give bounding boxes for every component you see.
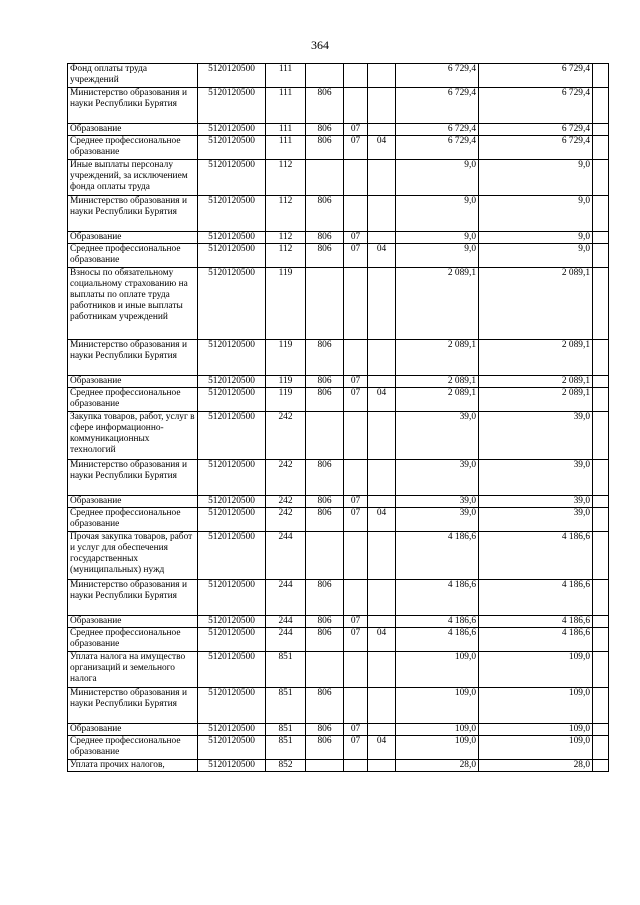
cell-name: Прочая закупка товаров, работ и услуг для обеспечения государственных (муниципальных) нужд (68, 532, 198, 580)
cell-sum2: 109,0 (479, 652, 593, 688)
cell-csr: 5120120500 (198, 496, 266, 508)
cell-sum2: 4 186,6 (479, 580, 593, 616)
cell-pr (368, 88, 396, 124)
table-row (68, 628, 609, 652)
cell-vr: 244 (266, 532, 306, 580)
table-row (68, 652, 609, 688)
cell-csr: 5120120500 (198, 628, 266, 652)
cell-csr: 5120120500 (198, 124, 266, 136)
cell-sum2: 109,0 (479, 724, 593, 736)
cell-name: Министерство образования и науки Республики Бурятия (68, 88, 198, 124)
table-row (68, 724, 609, 736)
cell-sum1: 2 089,1 (396, 376, 479, 388)
cell-grbs (306, 412, 344, 460)
cell-sum1: 4 186,6 (396, 580, 479, 616)
cell-sum1: 39,0 (396, 508, 479, 532)
cell-rz: 07 (344, 628, 368, 652)
cell-empty (593, 616, 609, 628)
cell-empty (593, 580, 609, 616)
cell-csr: 5120120500 (198, 688, 266, 724)
table-row (68, 508, 609, 532)
cell-pr (368, 532, 396, 580)
cell-sum1: 9,0 (396, 232, 479, 244)
cell-sum2: 2 089,1 (479, 340, 593, 376)
cell-sum2: 6 729,4 (479, 88, 593, 124)
table-row (68, 616, 609, 628)
cell-name: Образование (68, 724, 198, 736)
cell-pr: 04 (368, 508, 396, 532)
cell-sum1: 28,0 (396, 760, 479, 772)
cell-rz (344, 412, 368, 460)
cell-vr: 112 (266, 232, 306, 244)
cell-grbs: 806 (306, 340, 344, 376)
cell-csr: 5120120500 (198, 340, 266, 376)
cell-empty (593, 736, 609, 760)
table-row (68, 160, 609, 196)
cell-csr: 5120120500 (198, 376, 266, 388)
cell-sum2: 2 089,1 (479, 268, 593, 340)
cell-grbs: 806 (306, 244, 344, 268)
cell-vr: 244 (266, 616, 306, 628)
table-row (68, 376, 609, 388)
cell-vr: 119 (266, 268, 306, 340)
cell-grbs: 806 (306, 688, 344, 724)
table-row (68, 736, 609, 760)
cell-name: Образование (68, 124, 198, 136)
cell-pr (368, 652, 396, 688)
cell-rz (344, 688, 368, 724)
cell-sum1: 109,0 (396, 736, 479, 760)
cell-csr: 5120120500 (198, 196, 266, 232)
cell-name: Иные выплаты персоналу учреждений, за исключением фонда оплаты труда (68, 160, 198, 196)
cell-empty (593, 340, 609, 376)
cell-rz (344, 268, 368, 340)
cell-sum2: 4 186,6 (479, 532, 593, 580)
cell-sum1: 9,0 (396, 160, 479, 196)
cell-csr: 5120120500 (198, 268, 266, 340)
table-row (68, 232, 609, 244)
cell-sum1: 9,0 (396, 244, 479, 268)
cell-name: Министерство образования и науки Республики Бурятия (68, 688, 198, 724)
cell-vr: 852 (266, 760, 306, 772)
cell-grbs: 806 (306, 232, 344, 244)
cell-empty (593, 688, 609, 724)
cell-vr: 242 (266, 508, 306, 532)
cell-pr (368, 580, 396, 616)
cell-rz (344, 196, 368, 232)
cell-sum1: 109,0 (396, 652, 479, 688)
table-row (68, 88, 609, 124)
cell-rz (344, 460, 368, 496)
cell-pr (368, 160, 396, 196)
cell-pr (368, 232, 396, 244)
cell-csr: 5120120500 (198, 616, 266, 628)
cell-name: Закупка товаров, работ, услуг в сфере информационно-коммуникационных технологий (68, 412, 198, 460)
cell-grbs (306, 160, 344, 196)
cell-sum1: 4 186,6 (396, 628, 479, 652)
cell-vr: 119 (266, 376, 306, 388)
cell-vr: 111 (266, 124, 306, 136)
cell-name: Среднее профессиональное образование (68, 508, 198, 532)
table-row (68, 268, 609, 340)
cell-sum2: 28,0 (479, 760, 593, 772)
cell-name: Образование (68, 232, 198, 244)
cell-sum1: 2 089,1 (396, 388, 479, 412)
cell-empty (593, 628, 609, 652)
cell-grbs (306, 268, 344, 340)
cell-csr: 5120120500 (198, 88, 266, 124)
table-row (68, 124, 609, 136)
cell-grbs: 806 (306, 196, 344, 232)
cell-sum1: 39,0 (396, 412, 479, 460)
cell-vr: 111 (266, 88, 306, 124)
cell-sum2: 6 729,4 (479, 64, 593, 88)
table-row (68, 340, 609, 376)
cell-name: Уплата прочих налогов, (68, 760, 198, 772)
cell-csr: 5120120500 (198, 760, 266, 772)
cell-pr (368, 196, 396, 232)
cell-csr: 5120120500 (198, 460, 266, 496)
cell-vr: 242 (266, 460, 306, 496)
table-row (68, 688, 609, 724)
cell-rz (344, 64, 368, 88)
table-row (68, 412, 609, 460)
cell-rz (344, 580, 368, 616)
cell-rz: 07 (344, 736, 368, 760)
cell-csr: 5120120500 (198, 244, 266, 268)
cell-vr: 112 (266, 244, 306, 268)
cell-csr: 5120120500 (198, 160, 266, 196)
cell-sum2: 9,0 (479, 196, 593, 232)
cell-grbs: 806 (306, 508, 344, 532)
cell-pr: 04 (368, 628, 396, 652)
cell-csr: 5120120500 (198, 652, 266, 688)
cell-vr: 111 (266, 136, 306, 160)
cell-csr: 5120120500 (198, 232, 266, 244)
cell-empty (593, 508, 609, 532)
cell-rz: 07 (344, 508, 368, 532)
table-row (68, 496, 609, 508)
cell-name: Министерство образования и науки Республики Бурятия (68, 340, 198, 376)
cell-grbs: 806 (306, 88, 344, 124)
cell-empty (593, 412, 609, 460)
budget-table (67, 63, 609, 772)
cell-vr: 119 (266, 340, 306, 376)
cell-rz: 07 (344, 124, 368, 136)
cell-name: Образование (68, 616, 198, 628)
cell-sum2: 9,0 (479, 160, 593, 196)
cell-pr (368, 460, 396, 496)
cell-sum1: 9,0 (396, 196, 479, 232)
cell-rz: 07 (344, 616, 368, 628)
cell-vr: 244 (266, 628, 306, 652)
cell-sum1: 2 089,1 (396, 268, 479, 340)
cell-rz (344, 652, 368, 688)
cell-vr: 851 (266, 688, 306, 724)
cell-sum1: 39,0 (396, 496, 479, 508)
cell-name: Министерство образования и науки Республики Бурятия (68, 460, 198, 496)
cell-sum2: 6 729,4 (479, 124, 593, 136)
cell-sum2: 39,0 (479, 412, 593, 460)
cell-rz: 07 (344, 136, 368, 160)
cell-grbs: 806 (306, 736, 344, 760)
cell-sum1: 39,0 (396, 460, 479, 496)
cell-name: Уплата налога на имущество организаций и земельного налога (68, 652, 198, 688)
cell-empty (593, 496, 609, 508)
cell-sum1: 6 729,4 (396, 124, 479, 136)
cell-grbs: 806 (306, 460, 344, 496)
cell-csr: 5120120500 (198, 580, 266, 616)
cell-empty (593, 64, 609, 88)
cell-pr: 04 (368, 136, 396, 160)
cell-grbs: 806 (306, 724, 344, 736)
cell-pr (368, 412, 396, 460)
cell-vr: 111 (266, 64, 306, 88)
cell-sum2: 39,0 (479, 460, 593, 496)
table-row (68, 532, 609, 580)
table-row (68, 136, 609, 160)
cell-name: Образование (68, 376, 198, 388)
cell-vr: 244 (266, 580, 306, 616)
cell-pr: 04 (368, 244, 396, 268)
cell-sum2: 39,0 (479, 496, 593, 508)
cell-empty (593, 532, 609, 580)
cell-rz: 07 (344, 244, 368, 268)
table-row (68, 460, 609, 496)
cell-rz: 07 (344, 724, 368, 736)
cell-name: Министерство образования и науки Республики Бурятия (68, 580, 198, 616)
cell-rz: 07 (344, 376, 368, 388)
cell-pr (368, 64, 396, 88)
cell-grbs: 806 (306, 388, 344, 412)
cell-vr: 242 (266, 496, 306, 508)
cell-empty (593, 196, 609, 232)
cell-sum1: 2 089,1 (396, 340, 479, 376)
cell-pr: 04 (368, 736, 396, 760)
cell-csr: 5120120500 (198, 412, 266, 460)
cell-csr: 5120120500 (198, 532, 266, 580)
cell-grbs (306, 652, 344, 688)
cell-sum1: 4 186,6 (396, 616, 479, 628)
cell-pr (368, 616, 396, 628)
table-row (68, 580, 609, 616)
cell-name: Среднее профессиональное образование (68, 388, 198, 412)
cell-sum2: 4 186,6 (479, 616, 593, 628)
cell-vr: 242 (266, 412, 306, 460)
cell-grbs: 806 (306, 616, 344, 628)
cell-empty (593, 652, 609, 688)
cell-grbs (306, 64, 344, 88)
cell-sum2: 2 089,1 (479, 388, 593, 412)
table-row (68, 244, 609, 268)
cell-empty (593, 88, 609, 124)
cell-pr (368, 268, 396, 340)
cell-empty (593, 460, 609, 496)
cell-vr: 112 (266, 160, 306, 196)
page-number: 364 (311, 38, 329, 52)
cell-grbs (306, 532, 344, 580)
cell-pr (368, 340, 396, 376)
cell-csr: 5120120500 (198, 724, 266, 736)
cell-sum2: 109,0 (479, 736, 593, 760)
cell-rz (344, 532, 368, 580)
cell-csr: 5120120500 (198, 508, 266, 532)
cell-vr: 851 (266, 736, 306, 760)
table-row (68, 64, 609, 88)
cell-empty (593, 724, 609, 736)
cell-vr: 119 (266, 388, 306, 412)
cell-rz (344, 340, 368, 376)
cell-empty (593, 244, 609, 268)
cell-grbs: 806 (306, 124, 344, 136)
cell-rz: 07 (344, 496, 368, 508)
cell-name: Среднее профессиональное образование (68, 244, 198, 268)
cell-name: Взносы по обязательному социальному страхованию на выплаты по оплате труда работников и иные выплаты работникам учреждений (68, 268, 198, 340)
table-row (68, 388, 609, 412)
cell-name: Фонд оплаты труда учреждений (68, 64, 198, 88)
cell-pr (368, 760, 396, 772)
cell-vr: 112 (266, 196, 306, 232)
cell-sum1: 6 729,4 (396, 88, 479, 124)
cell-grbs: 806 (306, 628, 344, 652)
cell-pr (368, 376, 396, 388)
cell-grbs: 806 (306, 136, 344, 160)
cell-empty (593, 136, 609, 160)
cell-rz (344, 760, 368, 772)
table-row (68, 760, 609, 772)
cell-name: Образование (68, 496, 198, 508)
cell-empty (593, 760, 609, 772)
cell-pr: 04 (368, 388, 396, 412)
cell-csr: 5120120500 (198, 64, 266, 88)
cell-sum1: 6 729,4 (396, 136, 479, 160)
cell-pr (368, 724, 396, 736)
cell-sum2: 4 186,6 (479, 628, 593, 652)
cell-vr: 851 (266, 724, 306, 736)
cell-rz: 07 (344, 388, 368, 412)
cell-name: Среднее профессиональное образование (68, 628, 198, 652)
cell-sum2: 39,0 (479, 508, 593, 532)
cell-empty (593, 268, 609, 340)
cell-rz (344, 88, 368, 124)
cell-grbs: 806 (306, 376, 344, 388)
cell-pr (368, 688, 396, 724)
cell-sum1: 109,0 (396, 688, 479, 724)
cell-grbs (306, 760, 344, 772)
cell-empty (593, 388, 609, 412)
cell-grbs: 806 (306, 496, 344, 508)
cell-name: Министерство образования и науки Республики Бурятия (68, 196, 198, 232)
cell-empty (593, 124, 609, 136)
cell-sum2: 9,0 (479, 244, 593, 268)
cell-rz (344, 160, 368, 196)
cell-csr: 5120120500 (198, 736, 266, 760)
table-row (68, 196, 609, 232)
cell-name: Среднее профессиональное образование (68, 136, 198, 160)
cell-sum1: 6 729,4 (396, 64, 479, 88)
table-body (68, 64, 609, 772)
cell-empty (593, 160, 609, 196)
cell-sum1: 109,0 (396, 724, 479, 736)
cell-vr: 851 (266, 652, 306, 688)
cell-grbs: 806 (306, 580, 344, 616)
cell-csr: 5120120500 (198, 136, 266, 160)
cell-sum2: 109,0 (479, 688, 593, 724)
cell-sum2: 2 089,1 (479, 376, 593, 388)
cell-pr (368, 124, 396, 136)
cell-sum2: 6 729,4 (479, 136, 593, 160)
cell-sum2: 9,0 (479, 232, 593, 244)
cell-empty (593, 376, 609, 388)
cell-pr (368, 496, 396, 508)
cell-sum1: 4 186,6 (396, 532, 479, 580)
cell-name: Среднее профессиональное образование (68, 736, 198, 760)
cell-rz: 07 (344, 232, 368, 244)
cell-empty (593, 232, 609, 244)
cell-csr: 5120120500 (198, 388, 266, 412)
